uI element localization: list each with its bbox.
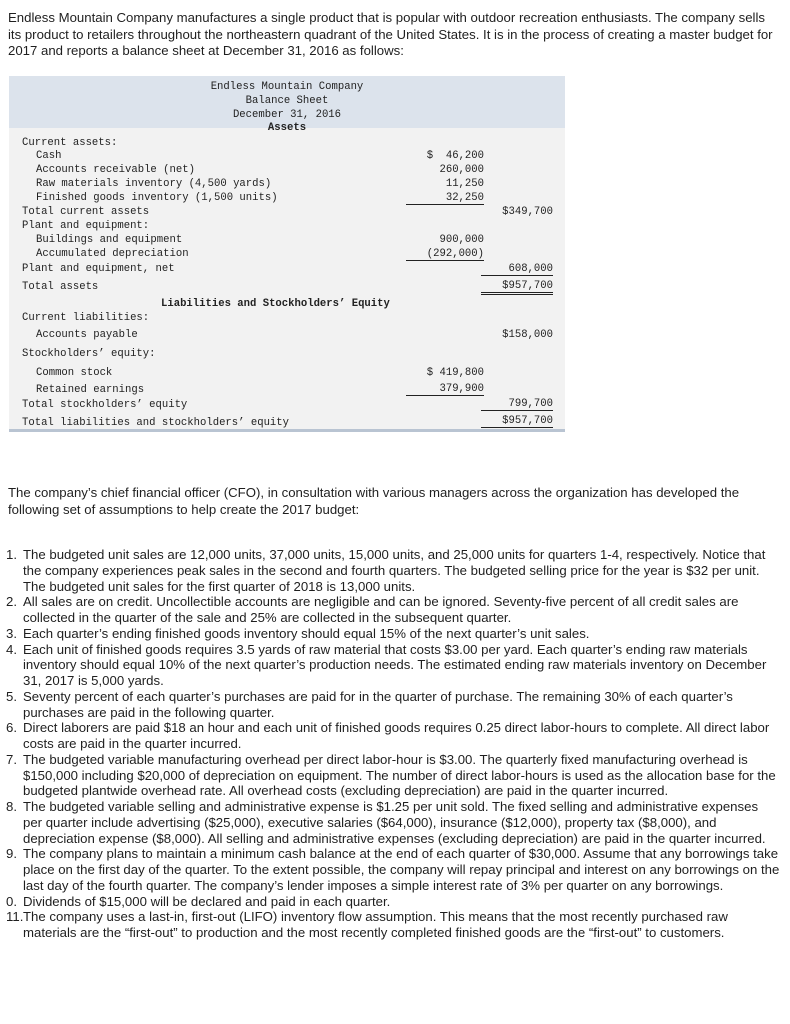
item-number: 0. xyxy=(6,893,17,909)
item-text: The budgeted unit sales are 12,000 units, 37,000 units, 15,000 units, and 25,000 units for quarters 1-4, respectively. Notice that the company experiences peak sales in the second and fourth quarters. The budgeted selling price for the year is $32 per unit. The budgeted unit sales for the first quarter of 2018 is 13,000 units. xyxy=(23,547,766,594)
item-number: 8. xyxy=(6,799,17,814)
item-number: 6. xyxy=(6,720,17,736)
list-item xyxy=(6,720,780,752)
finished-goods-label: Finished goods inventory (1,500 units) xyxy=(36,192,278,204)
accounts-receivable-label: Accounts receivable (net) xyxy=(36,164,195,176)
retained-earnings-value: 379,900 xyxy=(406,383,484,396)
current-assets-label: Current assets: xyxy=(22,137,118,149)
list-item xyxy=(6,689,780,721)
item-number: 5. xyxy=(6,688,17,704)
total-assets-label: Total assets xyxy=(22,281,99,293)
total-liabilities-equity-label: Total liabilities and stockholders’ equity xyxy=(22,417,290,429)
list-item xyxy=(6,594,780,626)
item-text: The company uses a last-in, first-out (LIFO) inventory flow assumption. This means that the most recently purchased raw materials are the “first-out” to production and the most recently completed finished goods are the “first-out” to customers. xyxy=(23,909,728,940)
stockholders-equity-label: Stockholders’ equity: xyxy=(22,348,156,360)
total-liabilities-equity-value: $957,700 xyxy=(481,415,553,430)
item-text: The budgeted variable selling and administrative expense is $1.25 per unit sold. The fixed selling and administrative expenses per quarter include advertising ($25,000), executive salaries ($64,000), insurance ($12,000), property tax ($8,000), and depreciation expense ($8,000). All selling and administrative expenses (excluding depreciation) are paid in the quarter incurred. xyxy=(23,799,766,846)
item-number: 9. xyxy=(6,846,17,862)
cash-value: $ 46,200 xyxy=(426,150,484,162)
item-number: 3. xyxy=(6,625,17,641)
list-item xyxy=(6,799,780,846)
item-text: The budgeted variable manufacturing overhead per direct labor-hour is $3.00. The quarterly fixed manufacturing overhead is $150,000 including $20,000 of depreciation on equipment. The number of direct labor-hours is used as the allocation base for the budgeted plantwide overhead rate. All overhead costs (excluding depreciation) are paid in the quarter incurred. xyxy=(23,751,776,799)
list-item xyxy=(6,642,780,689)
common-stock-label: Common stock xyxy=(36,367,113,379)
company-name: Endless Mountain Company xyxy=(210,81,364,93)
total-stockholders-equity-label: Total stockholders’ equity xyxy=(22,399,188,411)
accumulated-depreciation-label: Accumulated depreciation xyxy=(36,248,189,260)
item-text: Each quarter’s ending finished goods inventory should equal 15% of the next quarter’s unit sales. xyxy=(23,625,590,641)
buildings-equipment-value: 900,000 xyxy=(439,234,484,246)
item-text: Seventy percent of each quarter’s purchases are paid for in the quarter of purchase. The remaining 30% of each quarter’s purchases are paid in the following quarter. xyxy=(23,688,733,720)
item-number: 2. xyxy=(6,594,17,610)
item-number: 11. xyxy=(6,909,24,925)
accounts-payable-value: $158,000 xyxy=(502,329,553,341)
raw-materials-value: 11,250 xyxy=(445,178,484,190)
table-bottom-rule xyxy=(9,429,565,432)
list-item xyxy=(6,909,780,941)
accumulated-depreciation-value: (292,000) xyxy=(406,248,484,261)
assets-heading: Assets xyxy=(267,122,307,134)
total-current-assets-label: Total current assets xyxy=(22,206,150,218)
plant-equipment-net-value: 608,000 xyxy=(481,263,553,276)
liabilities-equity-heading: Liabilities and Stockholders’ Equity xyxy=(161,298,390,310)
item-text: All sales are on credit. Uncollectible accounts are negligible and can be ignored. Seventy-five percent of all credit sales are collected in the quarter of the sale and 25% are collected in the subsequent quarter. xyxy=(23,594,739,625)
item-text: Each unit of finished goods requires 3.5 yards of raw material that costs $3.00 per yard. Each quarter’s ending raw materials inventory should equal 10% of the next quarter’s production needs. The estimated ending raw materials inventory on December 31, 2017 is 5,000 yards. xyxy=(23,641,767,688)
balance-sheet xyxy=(9,76,565,432)
list-item xyxy=(6,752,780,799)
current-liabilities-label: Current liabilities: xyxy=(22,312,150,324)
total-current-assets-value: $349,700 xyxy=(502,206,553,218)
buildings-equipment-label: Buildings and equipment xyxy=(36,234,183,246)
retained-earnings-label: Retained earnings xyxy=(36,384,145,396)
item-text: Dividends of $15,000 will be declared and paid in each quarter. xyxy=(23,893,391,909)
list-item xyxy=(6,547,780,594)
raw-materials-label: Raw materials inventory (4,500 yards) xyxy=(36,178,272,190)
accounts-payable-label: Accounts payable xyxy=(36,329,138,341)
cfo-paragraph: The company’s chief financial officer (CFO), in consultation with various managers across the organization has developed the following set of assumptions to help create the 2017 budget: xyxy=(8,485,740,517)
list-item xyxy=(6,626,780,642)
statement-title: Balance Sheet xyxy=(245,95,329,107)
total-stockholders-equity-value: 799,700 xyxy=(481,398,553,411)
item-number: 1. xyxy=(6,547,17,562)
statement-date: December 31, 2016 xyxy=(232,109,342,121)
common-stock-value: $ 419,800 xyxy=(426,367,484,379)
cash-label: Cash xyxy=(36,150,62,162)
accounts-receivable-value: 260,000 xyxy=(439,164,484,176)
intro-paragraph: Endless Mountain Company manufactures a single product that is popular with outdoor recreation enthusiasts. The company sells its product to retailers throughout the northeastern quadrant of the United States. It is in the process of creating a master budget for 2017 and reports a balance sheet at December 31, 2016 as follows: xyxy=(8,10,773,59)
item-text: The company plans to maintain a minimum cash balance at the end of each quarter of $30,000. Assume that any borrowings take place on the first day of the quarter. To the extent possible, the company will repay principal and interest on any borrowings on the last day of the fourth quarter. The company’s lender imposes a simple interest rate of 3% per quarter on any borrowings. xyxy=(23,846,780,893)
item-number: 7. xyxy=(6,751,17,767)
item-number: 4. xyxy=(6,641,17,657)
assumptions-list xyxy=(6,547,780,941)
total-assets-value: $957,700 xyxy=(481,280,553,295)
list-item xyxy=(6,846,780,893)
item-text: Direct laborers are paid $18 an hour and each unit of finished goods requires 0.25 direct labor-hours to complete. All direct labor costs are paid in the quarter incurred. xyxy=(23,720,770,751)
balance-sheet-header xyxy=(9,76,565,128)
plant-equipment-net-label: Plant and equipment, net xyxy=(22,263,175,275)
plant-equipment-label: Plant and equipment: xyxy=(22,220,150,232)
list-item xyxy=(6,894,780,910)
finished-goods-value: 32,250 xyxy=(406,192,484,205)
